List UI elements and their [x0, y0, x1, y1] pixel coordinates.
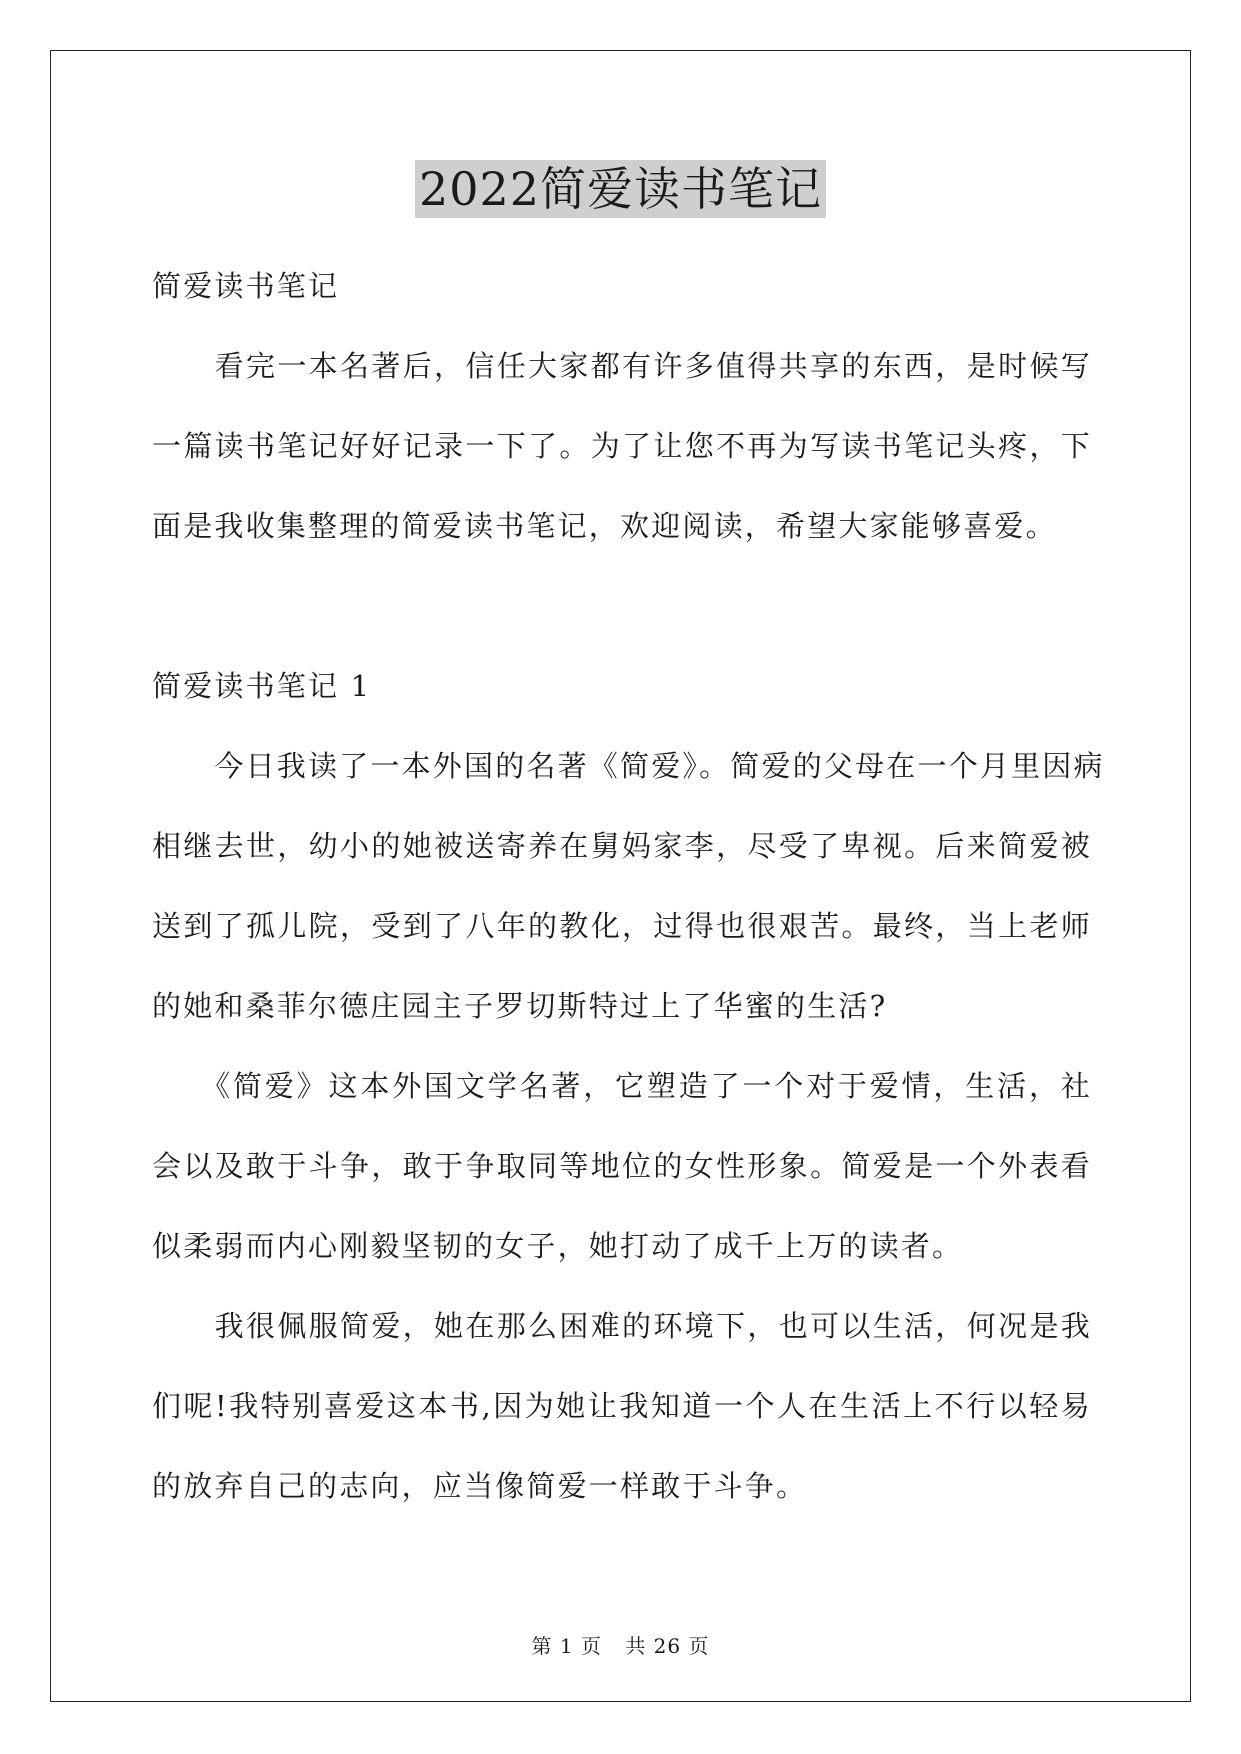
text-line: 我很佩服简爱，她在那么困难的环境下，也可以生活，何况是我	[152, 1309, 1092, 1343]
text-line: 面是我收集整理的简爱读书笔记，欢迎阅读，希望大家能够喜爱。	[152, 509, 1057, 543]
text-line: 送到了孤儿院，受到了八年的教化，过得也很艰苦。最终，当上老师	[152, 909, 1092, 943]
text-line: 似柔弱而内心刚毅坚韧的女子，她打动了成千上万的读者。	[152, 1229, 964, 1263]
title-container	[0, 160, 1241, 218]
text-line: 一篇读书笔记好好记录一下了。为了让您不再为写读书笔记头疼，下	[152, 429, 1092, 463]
text-line: 会以及敢于斗争，敢于争取同等地位的女性形象。简爱是一个外表看	[152, 1149, 1092, 1183]
text-line: 简爱读书笔记 1	[152, 669, 372, 703]
text-line: 相继去世，幼小的她被送寄养在舅妈家李，尽受了卑视。后来简爱被	[152, 829, 1092, 863]
text-line: 看完一本名著后，信任大家都有许多值得共享的东西，是时候写	[152, 349, 1092, 383]
text-line: 的放弃自己的志向，应当像简爱一样敢于斗争。	[152, 1469, 808, 1503]
document-title: 2022简爱读书笔记	[415, 160, 826, 218]
text-line: 简爱读书笔记	[152, 269, 340, 303]
page-footer	[0, 1630, 1241, 1659]
blank-line	[152, 582, 1092, 662]
page-number: 第 1 页	[531, 1634, 602, 1658]
text-line: 们呢!我特别喜爱这本书,因为她让我知道一个人在生活上不行以轻易	[152, 1389, 1092, 1423]
text-line: 今日我读了一本外国的名著《简爱》。简爱的父母在一个月里因病	[152, 749, 1105, 783]
total-pages: 共 26 页	[625, 1634, 710, 1658]
text-line: 《简爱》这本外国文学名著，它塑造了一个对于爱情，生活，社	[152, 1069, 1092, 1103]
document-body	[152, 262, 1105, 1542]
text-line: 的她和桑菲尔德庄园主子罗切斯特过上了华蜜的生活?	[152, 989, 888, 1023]
